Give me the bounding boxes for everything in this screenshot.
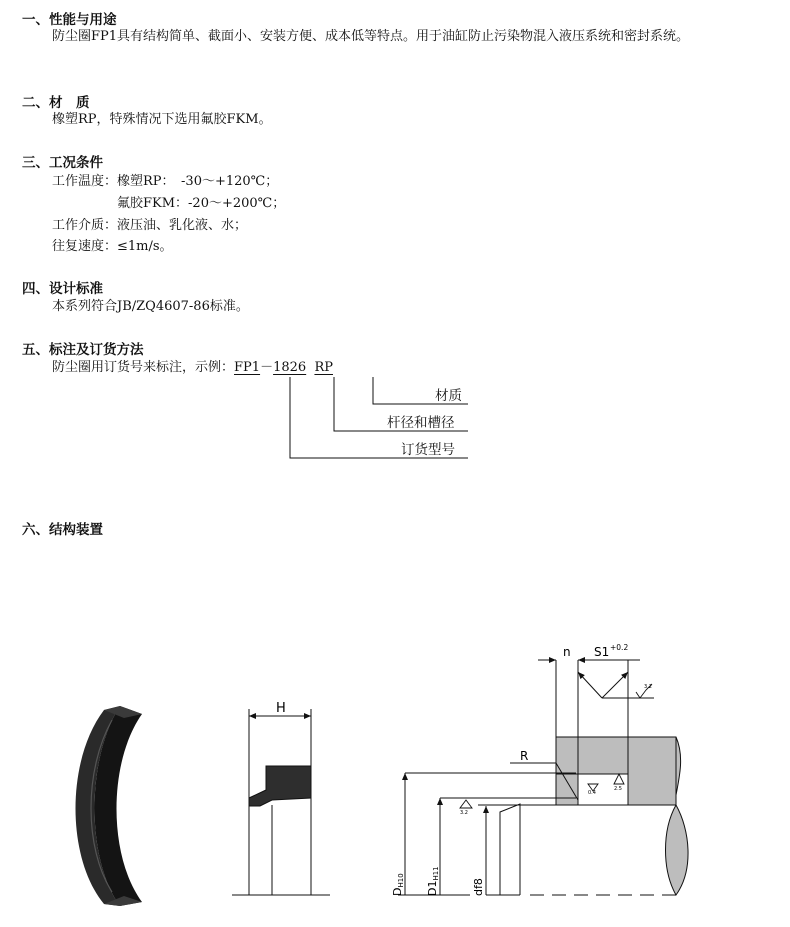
order-intro: 防尘圈用订货号来标注，示例： xyxy=(52,360,235,375)
label-order-model: 订货型号 xyxy=(401,442,455,458)
dim-S1-tolerance: +0.2 xyxy=(610,643,629,652)
section-2-title: 二、材 质 xyxy=(22,95,90,111)
dim-H: H xyxy=(276,701,286,716)
rough-3-2-rod: 3.2 xyxy=(460,810,468,816)
section-3-line-1: 工作温度：橡塑RP： -30～+120℃； xyxy=(52,174,279,189)
dim-S1: S1 xyxy=(594,645,610,659)
section-5-title: 五、标注及订货方法 xyxy=(22,342,144,358)
section-4-title: 四、设计标准 xyxy=(22,281,103,297)
rough-0-4: 0.4 xyxy=(588,790,596,796)
section-2-body: 橡塑RP，特殊情况下选用氟胶FKM。 xyxy=(52,112,272,127)
section-4-body: 本系列符合JB/ZQ4607-86标准。 xyxy=(52,299,249,314)
order-code-dash: － xyxy=(260,360,274,375)
order-code-size: 1826 xyxy=(273,360,307,375)
section-1-body: 防尘圈FP1具有结构简单、截面小、安装方便、成本低等特点。用于油缸防止污染物混入液压系统和密封系统。 xyxy=(52,29,690,44)
dim-d: df8 xyxy=(472,878,485,896)
dim-n: n xyxy=(563,645,571,659)
dim-R: R xyxy=(520,749,529,763)
section-3-title: 三、工况条件 xyxy=(22,155,103,171)
order-code-type: FP1 xyxy=(234,360,261,375)
section-6-title: 六、结构装置 xyxy=(22,522,103,538)
section-3-line-4: 往复速度：≤1m/s。 xyxy=(52,239,173,254)
label-rod-groove-dia: 杆径和槽径 xyxy=(387,415,455,431)
rough-3-2-top: 3.2 xyxy=(644,684,652,690)
order-code-material: RP xyxy=(314,360,333,375)
seal-cross-section xyxy=(232,709,330,895)
dim-D1: D1H11 xyxy=(426,866,440,896)
label-material: 材质 xyxy=(435,388,462,404)
section-3-line-2: 氟胶FKM：-20～+200℃； xyxy=(52,196,286,211)
rough-2-5: 2.5 xyxy=(614,786,622,792)
installation-drawing xyxy=(398,660,688,895)
seal-ring-illustration xyxy=(76,706,143,906)
section-3-line-3: 工作介质：液压油、乳化液、水； xyxy=(52,218,248,233)
dim-D: DH10 xyxy=(391,873,405,896)
section-1-title: 一、性能与用途 xyxy=(22,12,117,28)
